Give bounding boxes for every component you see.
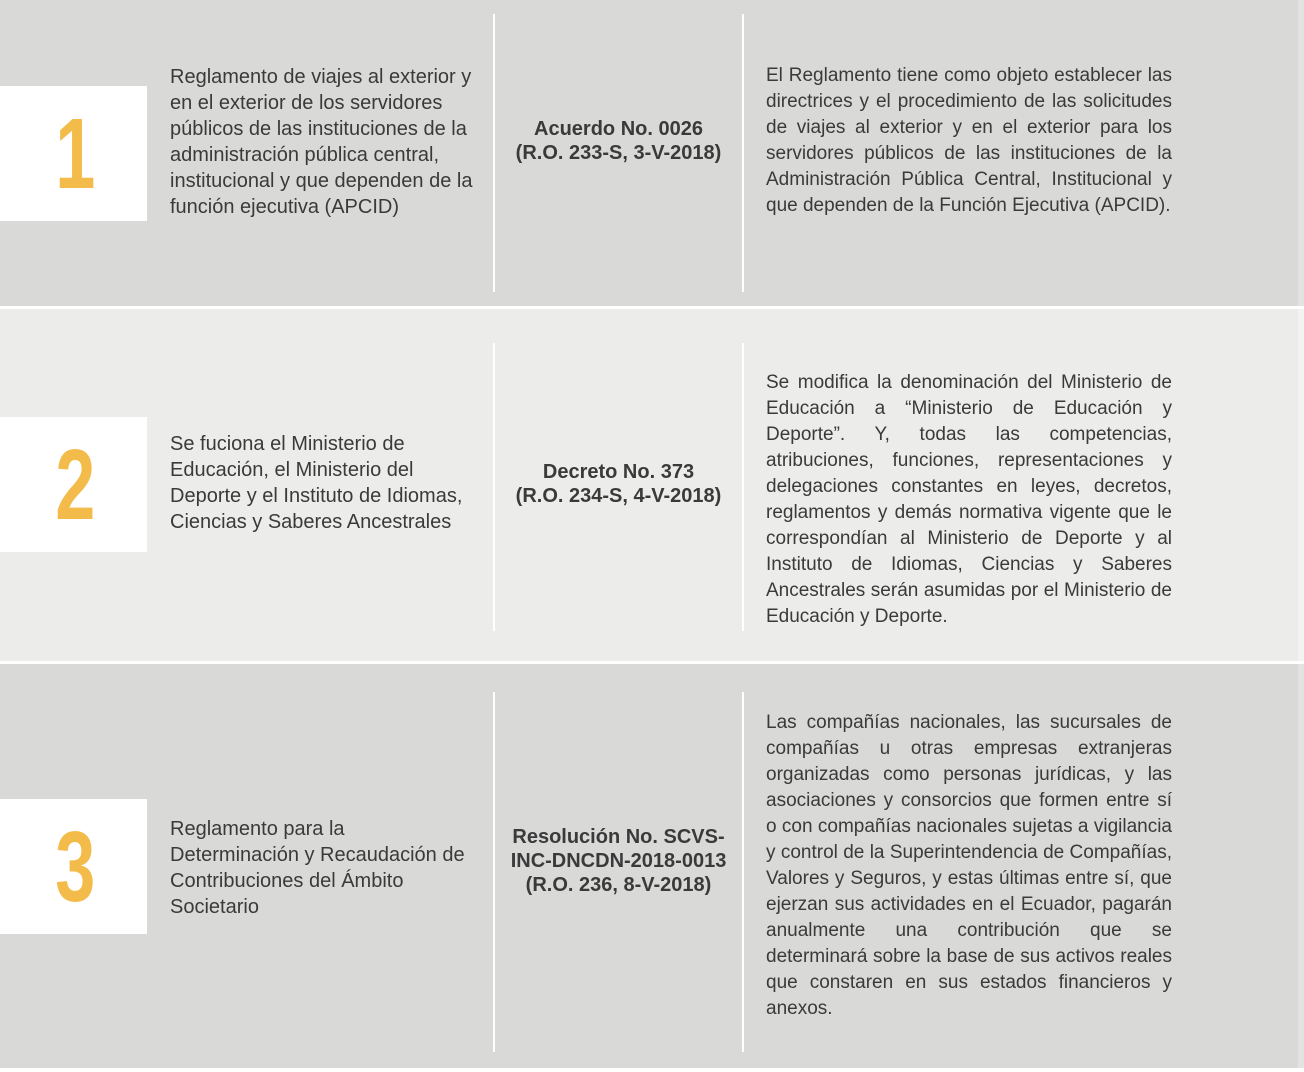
reference-line: (R.O. 233-S, 3-V-2018) xyxy=(515,142,722,164)
column-divider xyxy=(742,692,744,1052)
table-row xyxy=(0,664,1298,1068)
column-divider xyxy=(742,14,744,292)
row-reference xyxy=(497,117,740,165)
reference-line: INC-DNCDN-2018-0013 xyxy=(510,850,727,872)
reference-line: Resolución No. SCVS- xyxy=(512,826,725,848)
row-number: 2 xyxy=(54,428,93,541)
row-number-box xyxy=(0,417,147,552)
table-row xyxy=(0,309,1298,661)
row-description: El Reglamento tiene como objeto establecer las directrices y el procedimiento de las solicitudes de viajes al exterior y en el exterior para los servidores públicos de las instituciones de la Administración Pública Central, Institucional y que dependen de la Función Ejecutiva (APCID). xyxy=(766,65,1172,216)
row-reference xyxy=(497,825,740,897)
page-edge xyxy=(1298,0,1304,306)
row-title: Reglamento para la Determinación y Recaudación de Contribuciones del Ámbito Societario xyxy=(170,818,465,918)
column-divider xyxy=(493,343,495,631)
row-number: 1 xyxy=(54,97,93,210)
reference-line: (R.O. 234-S, 4-V-2018) xyxy=(515,485,722,507)
reference-line: Acuerdo No. 0026 xyxy=(534,118,703,140)
row-description: Se modifica la denominación del Ministerio de Educación a “Ministerio de Educación y Deporte”. Y, todas las competencias, atribuciones, funciones, representaciones y delegaciones constantes en leyes, decretos, reglamentos y demás normativa vigente que le correspondían al Ministerio de Deporte y al Instituto de Idiomas, Ciencias y Saberes Ancestrales serán asumidas por el Ministerio de Educación y Deporte. xyxy=(766,372,1172,627)
row-description: Las compañías nacionales, las sucursales de compañías u otras empresas extranjeras organizadas como personas jurídicas, y las asociaciones y consorcios que formen entre sí o con compañías nacionales sujetas a vigilancia y control de la Superintendencia de Compañías, Valores y Seguros, y estas últimas entre sí, que ejerzan sus actividades en el Ecuador, pagarán anualmente una contribución que se determinará sobre la base de sus activos reales que constaren en sus estados financieros y anexos. xyxy=(766,712,1172,1019)
row-reference xyxy=(497,460,740,508)
row-number-box xyxy=(0,86,147,221)
column-divider xyxy=(742,343,744,631)
table-row xyxy=(0,0,1298,306)
row-title: Se fuciona el Ministerio de Educación, el Ministerio del Deporte y el Instituto de Idiomas, Ciencias y Saberes Ancestrales xyxy=(170,433,463,533)
page-edge xyxy=(1298,309,1304,661)
row-number: 3 xyxy=(54,810,93,923)
row-number-box xyxy=(0,799,147,934)
column-divider xyxy=(493,14,495,292)
page-edge xyxy=(1298,664,1304,1068)
column-divider xyxy=(493,692,495,1052)
row-title: Reglamento de viajes al exterior y en el exterior de los servidores públicos de las instituciones de la administración pública central, institucional y que dependen de la función ejecutiva (APCID) xyxy=(170,66,473,218)
reference-line: (R.O. 236, 8-V-2018) xyxy=(525,874,712,896)
reference-line: Decreto No. 373 xyxy=(542,461,695,483)
